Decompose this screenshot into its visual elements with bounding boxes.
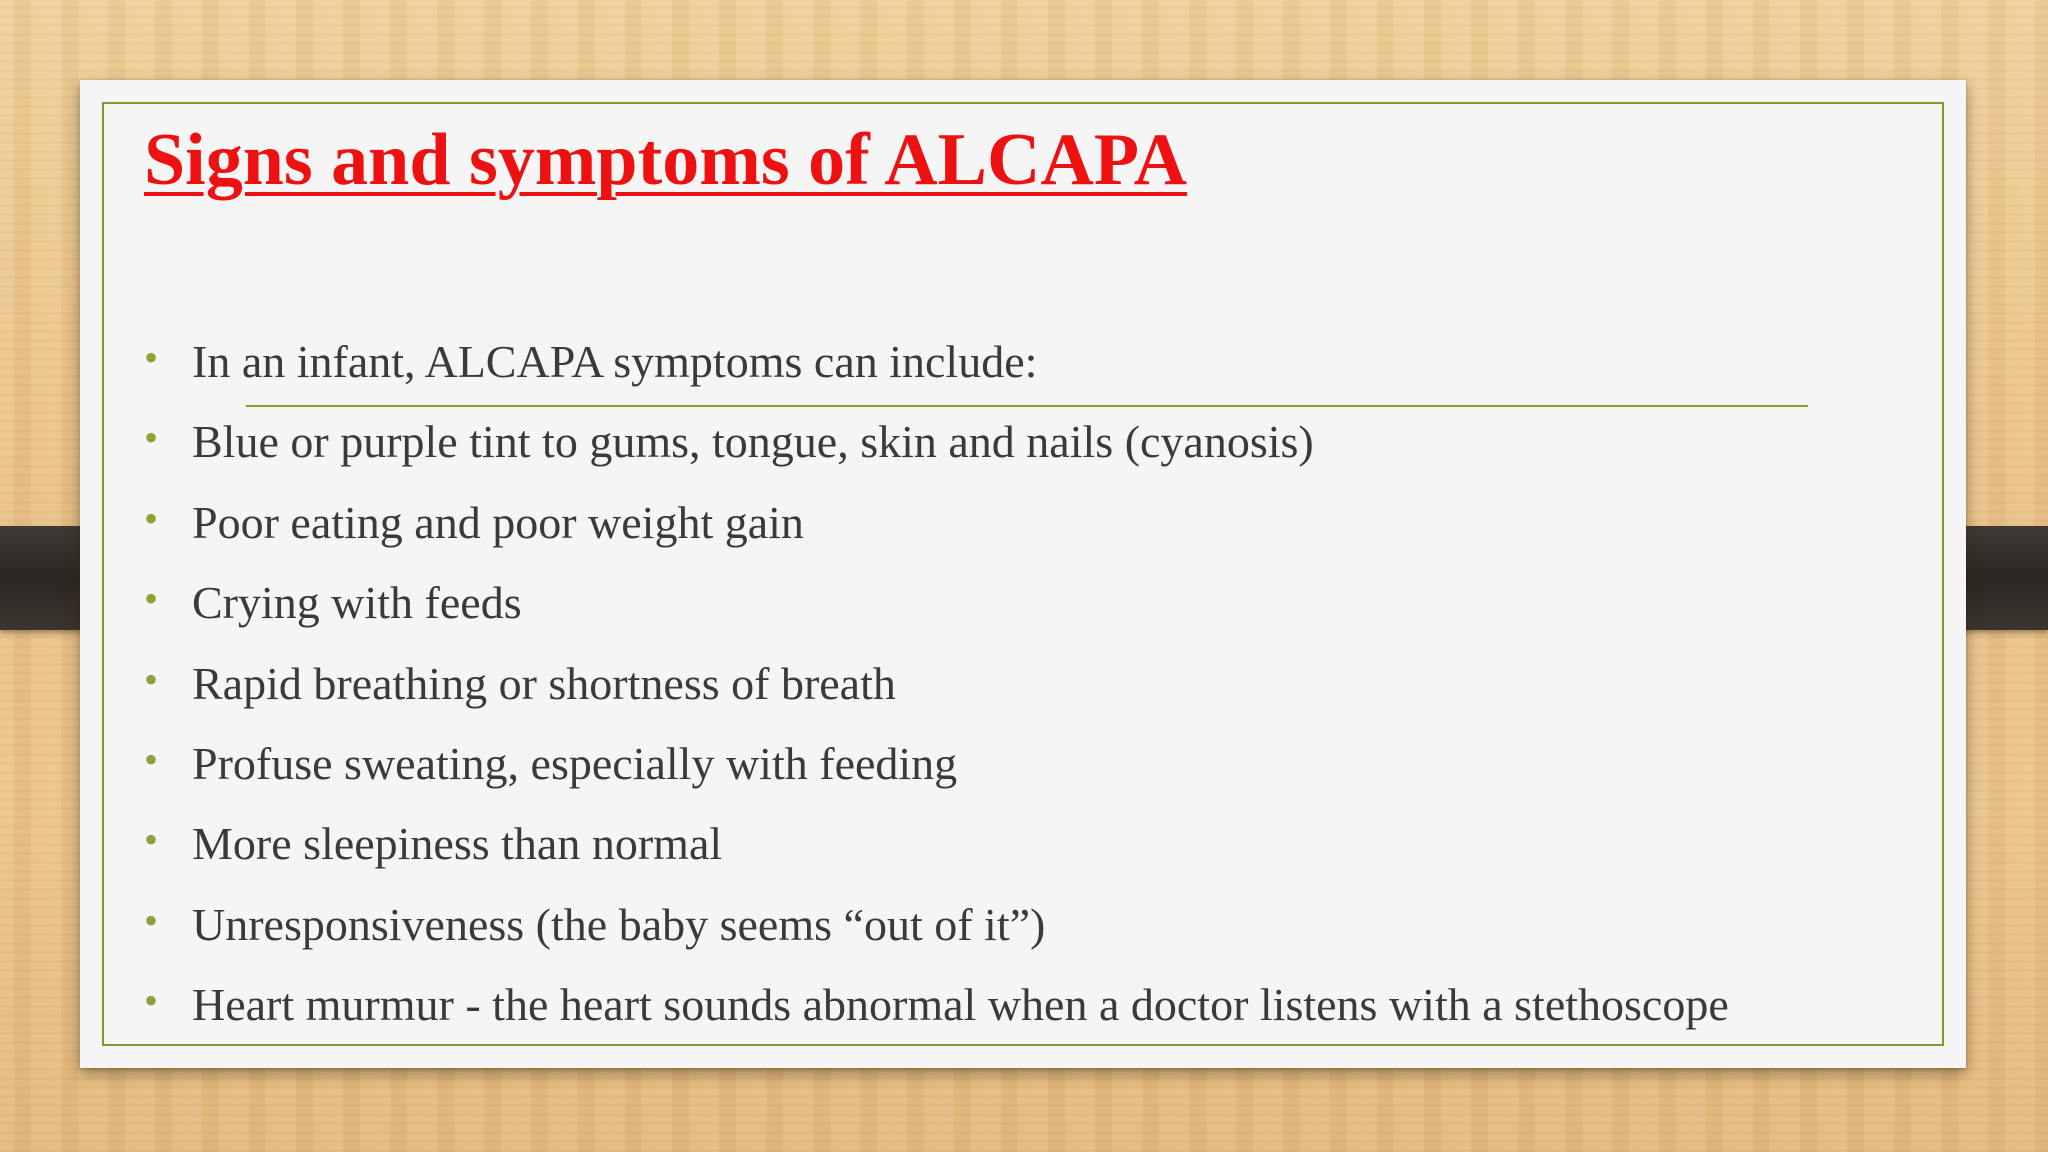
list-item-text: More sleepiness than normal: [192, 818, 723, 870]
list-item-text: Blue or purple tint to gums, tongue, skin and nails (cyanosis): [192, 416, 1314, 468]
list-item-text: Unresponsiveness (the baby seems “out of it”): [192, 898, 1046, 950]
list-item-text: Poor eating and poor weight gain: [192, 496, 804, 548]
bullet-dot-icon: •: [144, 736, 159, 782]
list-item: [144, 402, 1729, 482]
list-item: [144, 885, 1729, 965]
list-item: [144, 563, 1729, 643]
list-item-text: Crying with feeds: [192, 577, 522, 629]
bullet-dot-icon: •: [144, 335, 159, 380]
bullet-dot-icon: •: [144, 656, 159, 702]
list-item: [144, 965, 1729, 1045]
list-item: [144, 724, 1729, 804]
list-item: [144, 644, 1729, 724]
slide-paper: [80, 80, 1966, 1068]
list-item: [144, 483, 1729, 563]
list-item: [144, 322, 1729, 402]
bullet-dot-icon: •: [144, 897, 159, 943]
bullet-dot-icon: •: [144, 576, 159, 622]
bullet-dot-icon: •: [144, 817, 159, 863]
list-item: [144, 804, 1729, 884]
symptom-list: [144, 322, 1729, 1046]
list-item-text: Rapid breathing or shortness of breath: [192, 657, 896, 709]
list-item-text: In an infant, ALCAPA symptoms can include:: [192, 336, 1038, 387]
bullet-dot-icon: •: [144, 495, 159, 541]
bullet-dot-icon: •: [144, 978, 159, 1024]
bullet-dot-icon: •: [144, 415, 159, 461]
slide-title: Signs and symptoms of ALCAPA: [144, 119, 1188, 201]
list-item-text: Heart murmur - the heart sounds abnormal when a doctor listens with a stethoscope: [192, 979, 1729, 1031]
list-item-text: Profuse sweating, especially with feeding: [192, 737, 958, 789]
